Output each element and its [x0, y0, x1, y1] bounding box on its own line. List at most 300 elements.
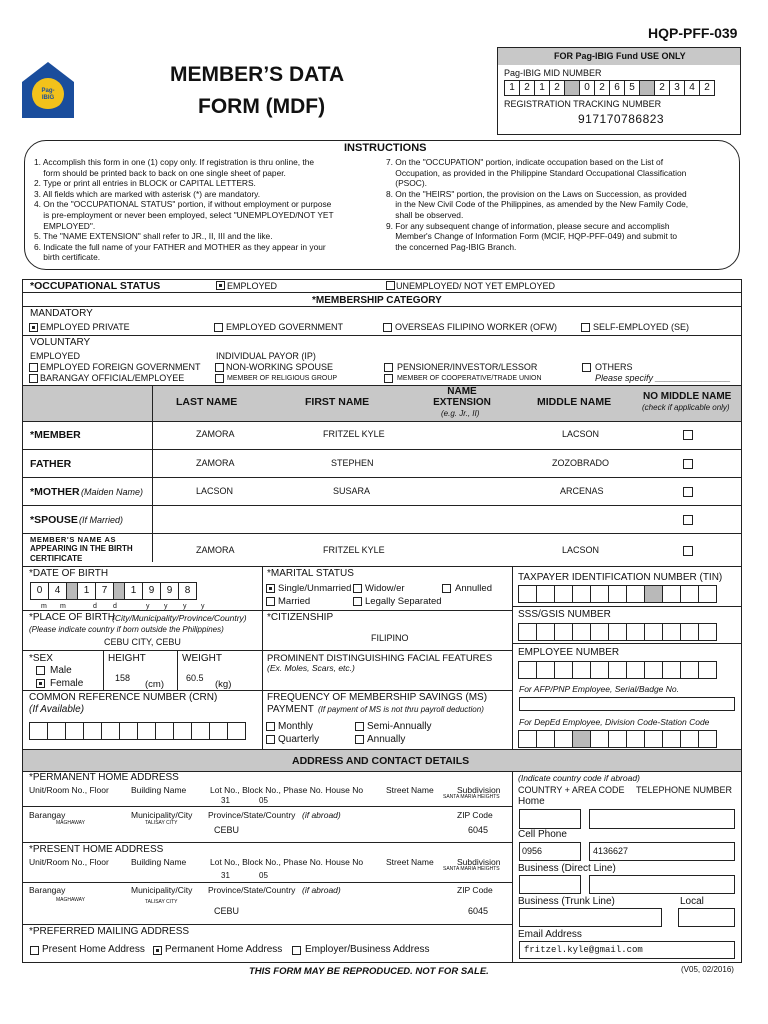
pres-municipality-value: TALISAY CITY — [145, 899, 178, 905]
father-last: ZAMORA — [196, 458, 235, 468]
entry-cell[interactable] — [662, 661, 681, 679]
non-working-label: NON-WORKING SPOUSE — [226, 362, 334, 372]
entry-cell[interactable] — [101, 722, 120, 740]
facial-note: (Ex. Moles, Scars, etc.) — [267, 663, 355, 673]
entry-cell[interactable] — [590, 585, 609, 603]
dob-y2: y — [164, 603, 168, 610]
pres-subdivision-label: Subdivision — [457, 857, 501, 867]
entry-cell[interactable] — [572, 661, 591, 679]
mid-digit-cell: 2 — [594, 80, 610, 96]
entry-cell[interactable] — [83, 722, 102, 740]
instruction-left-line: EMPLOYED". — [34, 220, 96, 231]
voluntary-employed-label: EMPLOYED — [30, 351, 81, 361]
semi-annually-checkbox[interactable] — [355, 722, 364, 731]
tin-cells[interactable] — [519, 585, 717, 603]
entry-cell[interactable] — [608, 623, 627, 641]
mail-present-checkbox[interactable] — [30, 946, 39, 955]
form-code: HQP-PFF-039 — [648, 25, 738, 41]
entry-cell[interactable] — [173, 722, 192, 740]
address-header: ADDRESS AND CONTACT DETAILS — [292, 755, 470, 767]
occupational-status-label: *OCCUPATIONAL STATUS — [30, 280, 161, 292]
email-value: fritzel.kyle@gmail.com — [524, 945, 643, 955]
birthcert-label-3: CERTIFICATE — [30, 554, 83, 563]
footer-note: THIS FORM MAY BE REPRODUCED. NOT FOR SALE. — [249, 966, 489, 977]
mid-digit-cell: 3 — [669, 80, 685, 96]
mid-digit-cell: 2 — [549, 80, 565, 96]
single-checkbox[interactable] — [266, 584, 275, 593]
instruction-right-line: Occupation, as provided in the Philippine Standard Occupational Classification — [386, 167, 687, 178]
entry-cell[interactable] — [626, 661, 645, 679]
present-label: *PRESENT HOME ADDRESS — [29, 844, 164, 855]
instruction-left-line: 3. All fields which are marked with asterisk (*) are mandatory. — [34, 188, 261, 199]
birthcert-first: FRITZEL KYLE — [323, 545, 385, 555]
pres-province-value: CEBU — [214, 906, 240, 916]
col-name-ext-eg: (e.g. Jr., II) — [441, 409, 480, 418]
crn-label: COMMON REFERENCE NUMBER (CRN) — [29, 692, 218, 703]
pres-zip-label: ZIP Code — [457, 885, 493, 895]
mid-label: Pag-IBIG MID NUMBER — [504, 68, 602, 78]
title-line2: FORM (MDF) — [198, 95, 326, 118]
entry-cell[interactable] — [644, 623, 663, 641]
perm-municipality-value: TALISAY CITY — [145, 820, 178, 826]
father-no-middle-checkbox[interactable] — [683, 459, 693, 469]
female-label: Female — [50, 678, 84, 689]
entry-cell[interactable] — [662, 623, 681, 641]
dob-digit-cell: 1 — [124, 582, 143, 600]
col-middle-name: MIDDLE NAME — [537, 396, 612, 408]
self-emp-label: SELF-EMPLOYED (SE) — [593, 322, 690, 332]
quarterly-checkbox[interactable] — [266, 735, 275, 744]
coop-label: MEMBER OF COOPERATIVE/TRADE UNION — [397, 375, 542, 382]
perm-lot-label: Lot No., Block No., Phase No. House No — [210, 785, 364, 795]
local-label: Local — [680, 896, 704, 907]
pres-province-label: Province/State/Country — [208, 885, 296, 895]
rtn-value: 917170786823 — [578, 112, 665, 126]
others-checkbox[interactable] — [582, 363, 591, 372]
dob-y4: y — [201, 603, 205, 610]
monthly-checkbox[interactable] — [266, 722, 275, 731]
emp-private-label: EMPLOYED PRIVATE — [40, 322, 130, 332]
birthplace-label: *PLACE OF BIRTH — [29, 612, 115, 623]
mailing-label: *PREFERRED MAILING ADDRESS — [29, 926, 190, 937]
voluntary-label: VOLUNTARY — [30, 337, 91, 348]
entry-cell[interactable] — [626, 730, 645, 748]
single-label: Single/Unmarried — [278, 583, 352, 594]
father-middle: ZOZOBRADO — [552, 458, 610, 468]
rtn-label: REGISTRATION TRACKING NUMBER — [504, 99, 662, 109]
birthplace-note2: (Please indicate country if born outside the Philippines) — [29, 625, 224, 634]
dob-digit-cell: 4 — [48, 582, 67, 600]
perm-zip-value: 6045 — [468, 825, 489, 835]
entry-cell[interactable] — [608, 585, 627, 603]
pensioner-checkbox[interactable] — [384, 363, 393, 372]
unemployed-label: UNEMPLOYED/ NOT YET EMPLOYED — [396, 281, 556, 291]
foreign-gov-label: EMPLOYED FOREIGN GOVERNMENT — [40, 362, 201, 372]
member-label: *MEMBER — [30, 429, 81, 441]
pres-municipality-label: Municipality/City — [131, 885, 193, 895]
mother-label: *MOTHER — [30, 486, 80, 498]
business-trunk-label: Business (Trunk Line) — [518, 896, 615, 907]
separated-label: Legally Separated — [365, 596, 442, 607]
non-working-checkbox[interactable] — [215, 363, 224, 372]
entry-cell[interactable] — [191, 722, 210, 740]
entry-cell[interactable] — [662, 585, 681, 603]
birthplace-value: CEBU CITY, CEBU — [104, 637, 181, 647]
col-no-middle: NO MIDDLE NAME — [643, 391, 732, 402]
mother-no-middle-checkbox[interactable] — [683, 487, 693, 497]
sex-label: *SEX — [29, 653, 53, 664]
member-first: FRITZEL KYLE — [323, 429, 385, 439]
mid-digit-cell: 5 — [624, 80, 640, 96]
entry-cell[interactable] — [155, 722, 174, 740]
individual-payor-label: INDIVIDUAL PAYOR (IP) — [216, 351, 316, 361]
please-specify: Please specify _______________ — [595, 373, 731, 383]
tin-label: TAXPAYER IDENTIFICATION NUMBER (TIN) — [518, 572, 723, 583]
quarterly-label: Quarterly — [278, 734, 320, 745]
emp-gov-checkbox[interactable] — [214, 323, 223, 332]
religious-label: MEMBER OF RELIGIOUS GROUP — [227, 375, 338, 382]
membership-header: *MEMBERSHIP CATEGORY — [312, 295, 442, 306]
entry-cell[interactable] — [662, 730, 681, 748]
entry-cell[interactable] — [572, 585, 591, 603]
entry-cell[interactable] — [626, 585, 645, 603]
perm-province-note: (if abroad) — [302, 810, 341, 820]
mother-middle: ARCENAS — [560, 486, 604, 496]
mid-digit-cell: 2 — [699, 80, 715, 96]
names-header-bg — [23, 385, 741, 421]
religious-checkbox[interactable] — [215, 374, 224, 383]
others-label: OTHERS — [595, 362, 633, 372]
mother-note: (Maiden Name) — [81, 487, 144, 497]
entry-cell[interactable] — [137, 722, 156, 740]
widow-checkbox[interactable] — [353, 584, 362, 593]
col-name-ext: NAME EXTENSION — [433, 386, 491, 408]
member-no-middle-checkbox[interactable] — [683, 430, 693, 440]
instruction-right-line: shall be observed. — [386, 209, 464, 220]
entry-cell[interactable] — [554, 623, 573, 641]
member-middle: LACSON — [562, 429, 600, 439]
cell-number-value: 4136627 — [593, 846, 629, 856]
entry-cell[interactable] — [698, 730, 717, 748]
employee-number-cells[interactable] — [519, 661, 717, 679]
title-line1: MEMBER’S DATA — [170, 63, 345, 86]
office-use-header: FOR Pag-IBIG Fund USE ONLY — [554, 51, 686, 61]
self-emp-checkbox[interactable] — [581, 323, 590, 332]
emp-gov-label: EMPLOYED GOVERNMENT — [226, 322, 344, 332]
cell-code-value: 0956 — [522, 846, 543, 856]
pres-street-label: Street Name — [386, 857, 434, 867]
entry-cell[interactable] — [698, 585, 717, 603]
coop-checkbox[interactable] — [384, 374, 393, 383]
entry-cell[interactable] — [119, 722, 138, 740]
mid-digit-cell — [564, 80, 580, 96]
country-area-label: COUNTRY + AREA CODE — [518, 785, 625, 795]
dob-digit-cell: 0 — [30, 582, 49, 600]
instruction-left-line: is pre-employment or never been employed, select "UNEMPLOYED/NOT YET — [34, 209, 334, 220]
married-checkbox[interactable] — [266, 597, 275, 606]
dob-label: *DATE OF BIRTH — [29, 568, 109, 579]
home-area-field[interactable] — [519, 809, 581, 829]
entry-cell[interactable] — [572, 623, 591, 641]
ofw-checkbox[interactable] — [383, 323, 392, 332]
birthplace-note: (City/Municipality/Province/Country) — [112, 613, 247, 623]
dob-m1: m — [41, 603, 47, 610]
mid-number-cells — [505, 80, 715, 96]
citizenship-value: FILIPINO — [371, 633, 409, 643]
perm-subdivision-label: Subdivision — [457, 785, 501, 795]
instruction-right-line: (PSOC). — [386, 178, 427, 189]
mid-digit-cell: 0 — [579, 80, 595, 96]
marital-label: *MARITAL STATUS — [267, 568, 354, 579]
frequency-label2: PAYMENT — [267, 704, 314, 715]
birthcert-label-2: APPEARING IN THE BIRTH — [30, 544, 133, 553]
entry-cell[interactable] — [29, 722, 48, 740]
instructions-right — [386, 157, 736, 252]
mid-digit-cell: 4 — [684, 80, 700, 96]
email-label: Email Address — [518, 929, 582, 940]
perm-lot-value: 31 — [221, 796, 230, 805]
mail-permanent-checkbox[interactable] — [153, 946, 162, 955]
foreign-gov-checkbox[interactable] — [29, 363, 38, 372]
svg-text:IBIG: IBIG — [41, 95, 55, 101]
employed-label: EMPLOYED — [227, 281, 278, 291]
dob-digit-cell: 9 — [142, 582, 161, 600]
telephone-label: TELEPHONE NUMBER — [636, 785, 733, 795]
emp-private-checkbox[interactable] — [29, 323, 38, 332]
business-direct-area-field[interactable] — [519, 875, 581, 894]
contact-note: (Indicate country code if abroad) — [518, 773, 640, 783]
crn-cells[interactable] — [30, 722, 246, 740]
perm-building-label: Building Name — [131, 785, 187, 795]
pres-barangay-label: Barangay — [29, 885, 66, 895]
crn-note: (If Available) — [29, 704, 85, 715]
dob-m2: m — [60, 603, 66, 610]
entry-cell[interactable] — [644, 730, 663, 748]
perm-street-label: Street Name — [386, 785, 434, 795]
female-checkbox[interactable] — [36, 679, 45, 688]
mid-digit-cell: 6 — [609, 80, 625, 96]
mother-last: LACSON — [196, 486, 234, 496]
sss-label: SSS/GSIS NUMBER — [518, 609, 611, 620]
spouse-label: *SPOUSE — [30, 514, 78, 526]
entry-cell[interactable] — [698, 623, 717, 641]
col-last-name: LAST NAME — [176, 396, 238, 408]
mail-employer-checkbox[interactable] — [292, 946, 301, 955]
entry-cell[interactable] — [554, 730, 573, 748]
barangay-label: BARANGAY OFFICIAL/EMPLOYEE — [40, 373, 185, 383]
married-label: Married — [278, 596, 311, 607]
entry-cell[interactable] — [518, 730, 537, 748]
entry-cell[interactable] — [680, 585, 699, 603]
instruction-left-line: 5. The "NAME EXTENSION" shall refer to JR., II, III and the like. — [34, 231, 273, 242]
entry-cell[interactable] — [608, 730, 627, 748]
instruction-right-line: 8. On the "HEIRS" portion, the provision on the Laws on Succession, as provided — [386, 188, 687, 199]
entry-cell[interactable] — [536, 730, 555, 748]
perm-municipality-label: Municipality/City — [131, 810, 193, 820]
entry-cell[interactable] — [536, 623, 555, 641]
mid-digit-cell — [639, 80, 655, 96]
dob-digit-cell: 1 — [77, 582, 96, 600]
mid-digit-cell: 1 — [504, 80, 520, 96]
entry-cell[interactable] — [47, 722, 66, 740]
business-direct-field[interactable] — [589, 875, 735, 894]
pres-barangay-value: MAGHAWAY — [56, 897, 85, 903]
instruction-left-line: 1. Accomplish this form in one (1) copy only. If registration is thru online, the — [34, 157, 315, 167]
annulled-label: Annulled — [455, 583, 492, 594]
entry-cell[interactable] — [227, 722, 246, 740]
male-label: Male — [50, 665, 72, 676]
entry-cell[interactable] — [590, 661, 609, 679]
home-phone-field[interactable] — [589, 809, 735, 829]
deped-cells[interactable] — [519, 730, 717, 748]
annually-checkbox[interactable] — [355, 735, 364, 744]
mother-first: SUSARA — [333, 486, 371, 496]
entry-cell[interactable] — [536, 585, 555, 603]
facial-label: PROMINENT DISTINGUISHING FACIAL FEATURES — [267, 653, 493, 664]
entry-cell[interactable] — [590, 623, 609, 641]
birthcert-last: ZAMORA — [196, 545, 235, 555]
entry-cell[interactable] — [518, 585, 537, 603]
birthcert-middle: LACSON — [562, 545, 600, 555]
weight-value: 60.5 — [186, 673, 204, 683]
spouse-no-middle-checkbox[interactable] — [683, 515, 693, 525]
citizenship-label: *CITIZENSHIP — [267, 612, 334, 623]
instructions-title: INSTRUCTIONS — [344, 142, 427, 154]
height-unit: (cm) — [145, 679, 164, 690]
perm-province-label: Province/State/Country — [208, 810, 296, 820]
dob-d1: d — [93, 603, 97, 610]
pres-subdivision-value: SANTA MARIA HEIGHTS — [443, 866, 500, 872]
entry-cell[interactable] — [590, 730, 609, 748]
mail-employer-label: Employer/Business Address — [305, 944, 430, 955]
dob-d2: d — [113, 603, 117, 610]
father-first: STEPHEN — [331, 458, 374, 468]
entry-cell[interactable] — [680, 730, 699, 748]
unemployed-checkbox[interactable] — [386, 281, 395, 290]
frequency-label: FREQUENCY OF MEMBERSHIP SAVINGS (MS) — [267, 692, 488, 703]
spouse-note: (If Married) — [79, 515, 124, 525]
pres-lot-label: Lot No., Block No., Phase No. House No — [210, 857, 364, 867]
col-first-name: FIRST NAME — [305, 396, 370, 408]
dob-cells — [31, 582, 197, 600]
mail-present-label: Present Home Address — [42, 944, 145, 955]
pensioner-label: PENSIONER/INVESTOR/LESSOR — [397, 362, 538, 372]
male-checkbox[interactable] — [36, 666, 45, 675]
instruction-left-line: 6. Indicate the full name of your FATHER and MOTHER as they appear in your — [34, 241, 326, 252]
mandatory-label: MANDATORY — [30, 308, 93, 319]
afp-serial-field[interactable] — [519, 697, 735, 711]
annually-label: Annually — [367, 734, 406, 745]
entry-cell[interactable] — [680, 623, 699, 641]
instruction-right-line: 9. For any subsequent change of information, please secure and accomplish — [386, 220, 670, 231]
entry-cell[interactable] — [608, 661, 627, 679]
employed-checkbox[interactable] — [216, 281, 225, 290]
entry-cell[interactable] — [572, 730, 591, 748]
mid-digit-cell: 2 — [654, 80, 670, 96]
employee-number-label: EMPLOYEE NUMBER — [518, 647, 620, 658]
birthcert-no-middle-checkbox[interactable] — [683, 546, 693, 556]
business-direct-label: Business (Direct Line) — [518, 863, 616, 874]
instruction-left-line: 2. Type or print all entries in BLOCK or CAPITAL LETTERS. — [34, 178, 256, 189]
perm-zip-label: ZIP Code — [457, 810, 493, 820]
instruction-left-line: birth certificate. — [34, 252, 101, 263]
monthly-label: Monthly — [278, 721, 314, 732]
dob-digit-cell: 8 — [178, 582, 197, 600]
entry-cell[interactable] — [644, 585, 663, 603]
permanent-label: *PERMANENT HOME ADDRESS — [29, 772, 179, 783]
sss-cells[interactable] — [519, 623, 717, 641]
instruction-right-line: Member's Change of Information Form (MCIF, HQP-PFF-049) and submit to — [386, 231, 678, 242]
father-label: FATHER — [30, 458, 72, 470]
perm-province-value: CEBU — [214, 825, 240, 835]
perm-block-value: 05 — [259, 796, 268, 805]
instructions-left — [34, 157, 374, 263]
instruction-left-line: 4. On the "OCCUPATIONAL STATUS" portion, if without employment or purpose — [34, 199, 332, 210]
pres-block-value: 05 — [259, 871, 268, 880]
pres-zip-value: 6045 — [468, 906, 489, 916]
perm-barangay-label: Barangay — [29, 810, 66, 820]
instruction-right-line: 7. On the "OCCUPATION" portion, indicate occupation based on the List of — [386, 157, 664, 167]
annulled-checkbox[interactable] — [442, 584, 451, 593]
instruction-right-line: in the New Civil Code of the Philippines, as amended by the New Family Code, — [386, 199, 689, 210]
entry-cell[interactable] — [536, 661, 555, 679]
barangay-checkbox[interactable] — [29, 374, 38, 383]
dob-digit-cell: 7 — [95, 582, 114, 600]
entry-cell[interactable] — [554, 661, 573, 679]
entry-cell[interactable] — [209, 722, 228, 740]
separated-checkbox[interactable] — [353, 597, 362, 606]
mail-permanent-label: Permanent Home Address — [165, 944, 283, 955]
member-last: ZAMORA — [196, 429, 235, 439]
entry-cell[interactable] — [518, 623, 537, 641]
home-label: Home — [518, 796, 545, 807]
pres-unit-label: Unit/Room No., Floor — [29, 857, 109, 867]
entry-cell[interactable] — [65, 722, 84, 740]
mid-digit-cell: 1 — [534, 80, 550, 96]
deped-label: For DepEd Employee, Division Code-Station Code — [519, 717, 710, 727]
instruction-left-line: form should be printed back to back on one single sheet of paper. — [34, 167, 286, 178]
height-label: HEIGHT — [108, 653, 146, 664]
pres-building-label: Building Name — [131, 857, 187, 867]
entry-cell[interactable] — [626, 623, 645, 641]
entry-cell[interactable] — [554, 585, 573, 603]
pres-province-note: (if abroad) — [302, 885, 341, 895]
svg-text:Pag-: Pag- — [41, 88, 55, 94]
dob-y3: y — [183, 603, 187, 610]
pres-lot-value: 31 — [221, 871, 230, 880]
perm-subdivision-value: SANTA MARIA HEIGHTS — [443, 794, 500, 800]
entry-cell[interactable] — [644, 661, 663, 679]
semi-annually-label: Semi-Annually — [367, 721, 432, 732]
dob-y1: y — [146, 603, 150, 610]
instruction-right-line: the concerned Pag-IBIG Branch. — [386, 241, 517, 252]
mid-digit-cell: 2 — [519, 80, 535, 96]
perm-unit-label: Unit/Room No., Floor — [29, 785, 109, 795]
height-value: 158 — [115, 673, 131, 683]
business-trunk-field[interactable] — [519, 908, 662, 927]
cell-label: Cell Phone — [518, 829, 567, 840]
local-field[interactable] — [678, 908, 735, 927]
weight-label: WEIGHT — [182, 653, 222, 664]
afp-label: For AFP/PNP Employee, Serial/Badge No. — [519, 684, 679, 694]
version-label: (V05, 02/2016) — [681, 965, 734, 974]
pagibig-logo — [20, 60, 76, 120]
entry-cell[interactable] — [518, 661, 537, 679]
entry-cell[interactable] — [680, 661, 699, 679]
frequency-note: (If payment of MS is not thru payroll deduction) — [318, 705, 484, 714]
entry-cell[interactable] — [698, 661, 717, 679]
perm-barangay-value: MAGHAWAY — [56, 820, 85, 826]
